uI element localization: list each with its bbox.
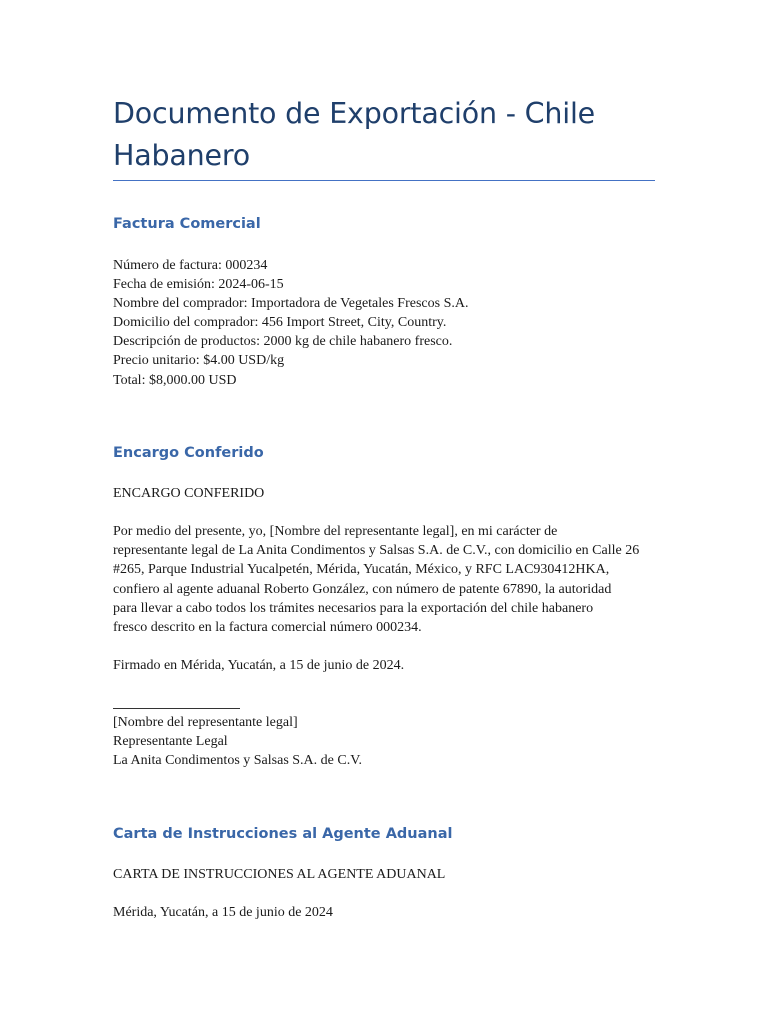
factura-line-product-description: Descripción de productos: 2000 kg de chile habanero fresco. xyxy=(113,334,453,350)
encargo-caps-title: ENCARGO CONFERIDO xyxy=(113,486,265,501)
encargo-body-line: representante legal de La Anita Condimentos y Salsas S.A. de C.V., con domicilio en Calle 26 xyxy=(113,543,640,559)
factura-line-unit-price: Precio unitario: $4.00 USD/kg xyxy=(113,353,285,369)
encargo-body-line: Por medio del presente, yo, [Nombre del representante legal], en mi carácter de xyxy=(113,524,558,539)
factura-line-buyer-name: Nombre del comprador: Importadora de Vegetales Frescos S.A. xyxy=(113,296,469,312)
carta-caps-title: CARTA DE INSTRUCCIONES AL AGENTE ADUANAL xyxy=(113,867,446,882)
carta-date-line: Mérida, Yucatán, a 15 de junio de 2024 xyxy=(113,905,333,920)
encargo-signed-place-date: Firmado en Mérida, Yucatán, a 15 de junio de 2024. xyxy=(113,658,405,673)
factura-line-invoice-number: Número de factura: 000234 xyxy=(113,258,268,273)
factura-line-buyer-address: Domicilio del comprador: 456 Import Street, City, Country. xyxy=(113,315,447,331)
factura-line-issue-date: Fecha de emisión: 2024-06-15 xyxy=(113,277,284,293)
encargo-body xyxy=(113,522,658,637)
section-heading-carta: Carta de Instrucciones al Agente Aduanal xyxy=(113,826,453,842)
factura-line-total: Total: $8,000.00 USD xyxy=(113,372,237,388)
signature-name: [Nombre del representante legal] xyxy=(113,715,298,730)
title-underline xyxy=(113,180,655,181)
signature-block xyxy=(113,713,658,770)
document-title: Documento de Exportación - Chile Habanero xyxy=(113,97,596,172)
signature-line xyxy=(113,708,240,709)
section-heading-encargo: Encargo Conferido xyxy=(113,445,264,461)
factura-details xyxy=(113,256,658,390)
signature-role: Representante Legal xyxy=(113,734,228,750)
encargo-body-line: para llevar a cabo todos los trámites necesarios para la exportación del chile habanero xyxy=(113,600,594,616)
encargo-body-line: confiero al agente aduanal Roberto González, con número de patente 67890, la autoridad xyxy=(113,581,612,597)
encargo-body-line: fresco descrito en la factura comercial número 000234. xyxy=(113,620,422,636)
section-heading-factura: Factura Comercial xyxy=(113,216,261,232)
encargo-body-line: #265, Parque Industrial Yucalpetén, Mérida, Yucatán, México, y RFC LAC930412HKA, xyxy=(113,562,610,578)
signature-company: La Anita Condimentos y Salsas S.A. de C.V. xyxy=(113,753,363,769)
